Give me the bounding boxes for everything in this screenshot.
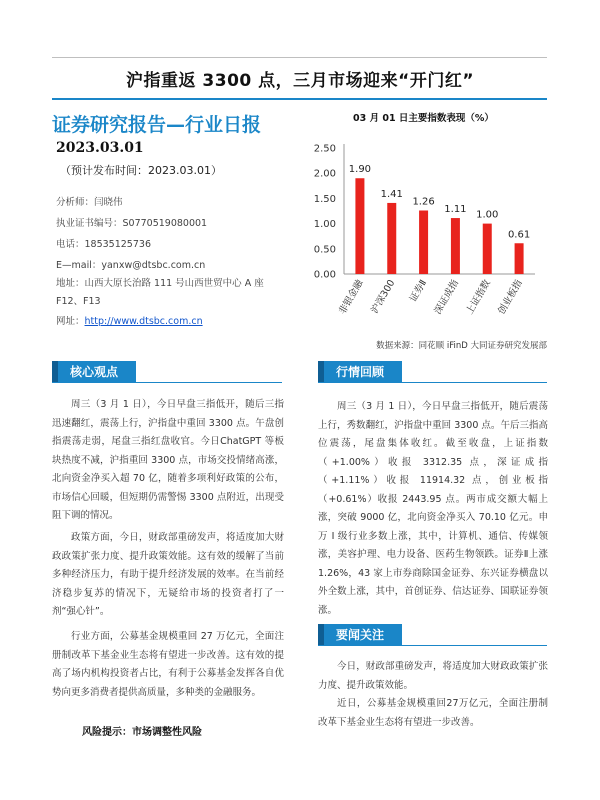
- market-review-label: 行情回顾: [318, 361, 402, 383]
- data-label: 1.11: [444, 204, 467, 216]
- chart-title: 03 月 01 日主要指数表现（%）: [353, 113, 494, 124]
- y-tick-label: 0.00: [313, 269, 336, 281]
- data-label: 1.90: [348, 164, 372, 176]
- bar: [387, 203, 396, 274]
- y-tick-label: 1.00: [313, 219, 336, 231]
- publish-time: （预计发布时间：2023.03.01）: [60, 164, 222, 177]
- x-tick-label: 创业板指: [496, 278, 525, 317]
- data-label: 1.41: [380, 188, 403, 200]
- bar: [355, 178, 364, 274]
- chart-source: 数据来源：同花顺 iFinD 大同证券研究发展部: [376, 341, 547, 351]
- y-tick-label: 0.50: [313, 244, 336, 256]
- title-divider: [52, 98, 547, 100]
- section-core-view: [52, 361, 282, 383]
- website-line: [56, 313, 203, 327]
- bar: [419, 210, 428, 274]
- certificate-number: 执业证书编号：S0770519080001: [56, 218, 208, 229]
- x-tick-label: 上证指数: [464, 278, 493, 317]
- news-label: 要闻关注: [318, 624, 402, 646]
- core-view-paragraph-2: 政策方面，今日，财政部重磅发声，将适度加大财政政策扩张力度、提升政策效能。这有效的缓解了当前多种经济压力，有助于提升经济发展的效率。在当前经济稳步复苏的情况下，无疑给市场的投资者打了一剂“强心针”。: [52, 532, 284, 617]
- data-label: 1.26: [412, 196, 435, 208]
- y-tick-label: 1.50: [313, 193, 336, 205]
- chart-svg: [300, 128, 547, 340]
- news-paragraph-1: 今日，财政部重磅发声，将适度加大财政政策扩张力度、提升政策效能。: [318, 661, 548, 691]
- x-tick-label: 深证成指: [432, 278, 462, 317]
- headline: 沪指重返 3300 点，三月市场迎来“开门红”: [126, 71, 474, 91]
- core-view-paragraph-3: 行业方面，公募基金规模重回 27 万亿元，全面注册制改革下基金业生态将有望进一步改善。这有效的提高了场内机构投资者占比，有利于公募基金发挥各自优势向更多消费者提供高质量，多种类的金融服务。: [52, 631, 284, 698]
- analyst: 分析师：闫晓伟: [56, 197, 123, 208]
- address: 地址：山西大原长治路 111 号山西世贸中心 A 座 F12、F13: [56, 278, 264, 307]
- core-view-paragraph-1: 周三（3 月 1 日），今日早盘三指低开，随后三指迅速翻红，震荡上行，沪指盘中重回 3300 点。午盘创指震荡走弱，尾盘三指红盘收官。今日ChatGPT 等板块热度不减，沪指重回 3300 点，市场交投情绪高涨，北向资金净买入超 70 亿，随着多项利好政策的公布，市场信心回暖，但短期仍需警惕 3300 点附近，出现受阻下调的情况。: [52, 399, 284, 521]
- core-view-divider: [52, 382, 282, 383]
- x-tick-label: 非银金融: [336, 278, 366, 317]
- data-label: 0.61: [507, 229, 531, 241]
- top-divider: [52, 57, 547, 58]
- phone: 电话：18535125736: [56, 239, 151, 250]
- report-title: 证券研究报告—行业日报: [52, 114, 262, 136]
- market-review-paragraph: 周三（3 月 1 日），今日早盘三指低开，随后震荡上行，秀数翻红，沪指盘中重回 3300 点。午后三指高位震荡，尾盘集体收红。截至收盘，上证指数（+1.00%）收报 3312.35 点，深证成指（+1.11%）收报 11914.32 点，创业板指（+0.61%）收报 2443.95 点。两市成交额大幅上涨，突破 9000 亿，北向资金净买入 70.10 亿元。申万 I 级行业多数上涨，其中，计算机、通信、传媒领涨，美容护理、电力设备、医药生物领跌。证券Ⅱ上涨 1.26%，43 家上市券商除国金证券、东兴证券横盘以外全数上涨，其中，首创证券、信达证券、国联证券领涨。: [318, 401, 548, 616]
- bar: [483, 224, 492, 274]
- x-tick-label: 沪深300: [369, 278, 398, 316]
- section-market-review: [318, 361, 547, 383]
- y-tick-label: 2.00: [313, 168, 336, 180]
- y-tick-label: 2.50: [313, 143, 336, 155]
- core-view-label: 核心观点: [52, 361, 136, 383]
- website-link[interactable]: http://www.dtsbc.com.cn: [84, 316, 203, 327]
- market-review-divider: [318, 382, 547, 383]
- x-tick-label: 证券Ⅱ: [407, 278, 430, 305]
- website-label: 网址：: [56, 316, 85, 327]
- bar: [515, 243, 524, 274]
- bar: [451, 218, 460, 274]
- report-date: 2023.03.01: [56, 140, 144, 156]
- section-news: [318, 624, 547, 646]
- index-performance-chart: [300, 128, 547, 340]
- news-divider: [318, 645, 547, 646]
- risk-warning: 风险提示：市场调整性风险: [82, 727, 202, 738]
- email: E—mail：yanxw@dtsbc.com.cn: [56, 260, 206, 271]
- news-paragraph-2: 近日，公募基金规模重回27万亿元，全面注册制改革下基金业生态将有望进一步改善。: [318, 698, 548, 728]
- data-label: 1.00: [476, 209, 499, 221]
